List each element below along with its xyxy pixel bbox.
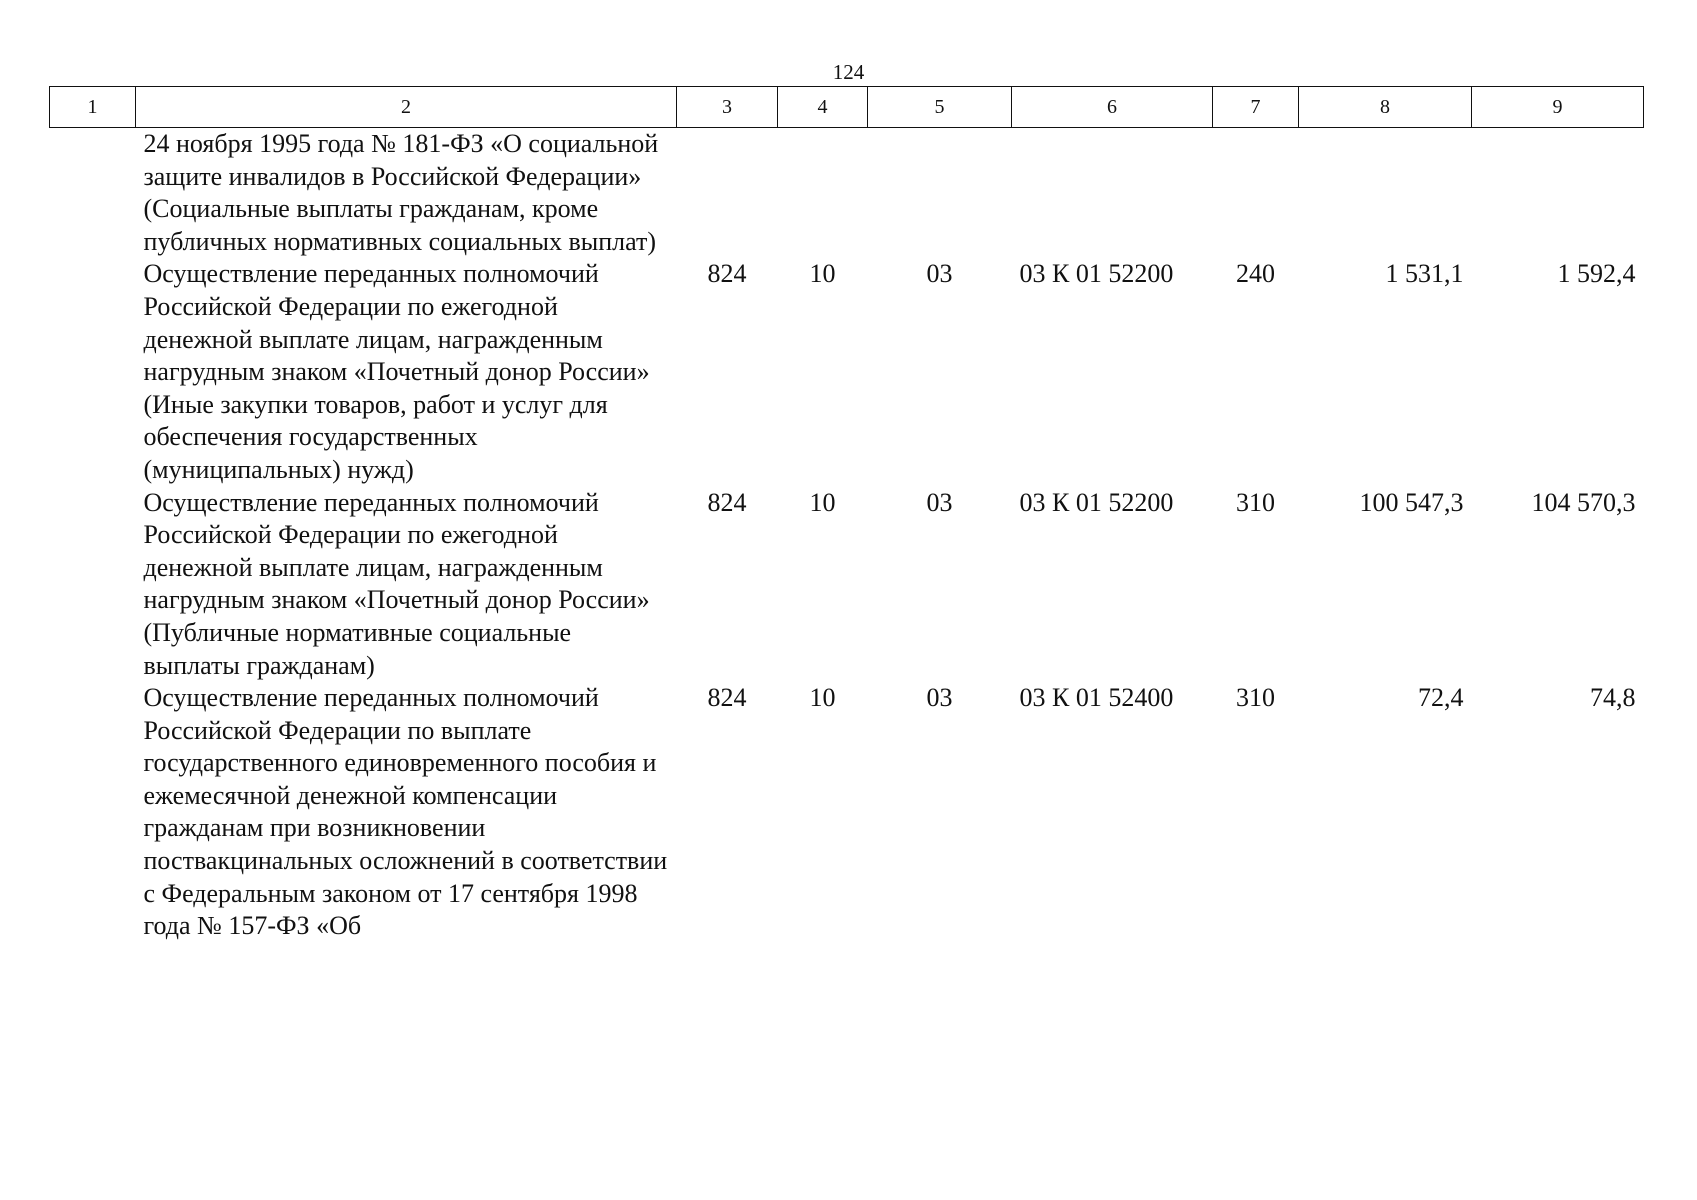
page-number: 124 (832, 60, 865, 84)
column-header-3: 3 (677, 87, 778, 128)
target-article-cell: 03 К 01 52200 (1019, 259, 1174, 289)
table-row (50, 487, 1644, 683)
subsection-cell: 03 (926, 487, 953, 517)
row-number-cell (50, 487, 136, 683)
amount-year1-cell: 1 531,1 (1385, 259, 1464, 289)
table-row (50, 258, 1644, 486)
column-header-8: 8 (1299, 87, 1472, 128)
column-number-row (50, 87, 1644, 128)
row-number-cell (50, 258, 136, 486)
table-body (50, 128, 1644, 943)
column-header-7: 7 (1213, 87, 1299, 128)
amount-year1-cell: 72,4 (1418, 683, 1464, 713)
description-cell: Осуществление переданных полномочий Российской Федерации по ежегодной денежной выплате лицам, награжденным нагрудным знаком «Почетный донор России» (Иные закупки товаров, работ и услуг для обеспечения государственных (муниципальных) нужд) (143, 259, 650, 484)
amount-year1-cell: 100 547,3 (1359, 487, 1464, 517)
row-number-cell (50, 682, 136, 943)
section-cell: 10 (809, 259, 836, 289)
amount-year1-cell (1299, 128, 1472, 259)
ministry-cell: 824 (707, 259, 747, 289)
ministry-cell (677, 128, 778, 259)
budget-table (49, 86, 1644, 943)
description-cell: Осуществление переданных полномочий Российской Федерации по ежегодной денежной выплате лицам, награжденным нагрудным знаком «Почетный донор России» (Публичные нормативные социальные выплаты гражданам) (143, 487, 650, 680)
column-header-6: 6 (1012, 87, 1213, 128)
column-header-5: 5 (868, 87, 1012, 128)
subsection-cell (868, 128, 1012, 259)
section-cell (778, 128, 868, 259)
section-cell: 10 (809, 683, 836, 713)
amount-year2-cell (1472, 128, 1644, 259)
expense-type-cell: 310 (1236, 683, 1275, 713)
section-cell: 10 (809, 487, 836, 517)
column-header-1: 1 (50, 87, 136, 128)
target-article-cell: 03 К 01 52200 (1019, 487, 1174, 517)
amount-year2-cell: 104 570,3 (1531, 487, 1636, 517)
target-article-cell (1012, 128, 1213, 259)
ministry-cell: 824 (707, 487, 747, 517)
subsection-cell: 03 (926, 259, 953, 289)
expense-type-cell: 310 (1236, 487, 1275, 517)
description-cell: 24 ноября 1995 года № 181-ФЗ «О социальной защите инвалидов в Российской Федерации» (Социальные выплаты гражданам, кроме публичных нормативных социальных выплат) (143, 129, 659, 256)
expense-type-cell: 240 (1236, 259, 1275, 289)
row-number-cell (50, 128, 136, 259)
amount-year2-cell: 1 592,4 (1557, 259, 1636, 289)
target-article-cell: 03 К 01 52400 (1019, 683, 1174, 713)
table-row (50, 128, 1644, 259)
column-header-9: 9 (1472, 87, 1644, 128)
column-header-4: 4 (778, 87, 868, 128)
subsection-cell: 03 (926, 683, 953, 713)
description-cell: Осуществление переданных полномочий Российской Федерации по выплате государственного единовременного пособия и ежемесячной денежной компенсации гражданам при возникновении поствакцинальных осложнений в соответствии с Федеральным законом от 17 сентября 1998 года № 157-ФЗ «Об (143, 683, 668, 941)
table-row (50, 682, 1644, 943)
expense-type-cell (1213, 128, 1299, 259)
table-header (50, 87, 1644, 128)
column-header-2: 2 (136, 87, 677, 128)
amount-year2-cell: 74,8 (1590, 683, 1636, 713)
ministry-cell: 824 (707, 683, 747, 713)
